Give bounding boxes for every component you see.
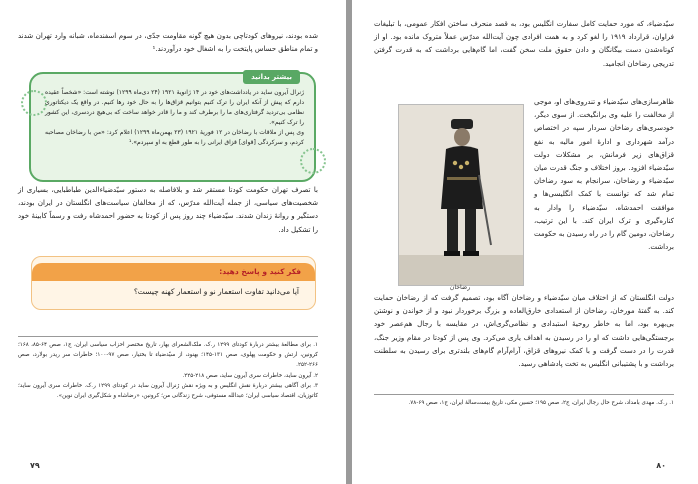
footnote: ۱. برای مطالعهٔ بیشتر دربارهٔ کودتای ۱۲۹۹ ر.ک. ملک‌الشعرای بهار، تاریخ مختصر احزاب سیاسی ایران، ج۱، صص ۶۴-۸۵، ۱۶۸؛ کرونین، ارتش و حکومت پهلوی، صص ۱۳۱-۱۴۵؛ بهنود، از سیّدضیاء تا بختیار، صص ۹۷-۱۰۰؛ خاطرات سر ریدر بولارد، صص ۲۶۶-۲۵۲. <box>18 342 318 369</box>
footnotes-right <box>374 398 674 408</box>
footnotes-left <box>18 340 318 401</box>
coup-paragraph: با تصرف تهران حکومت کودتا مستقر شد و بلافاصله به دستور سیّدضیاءالدین طباطبایی، بسیاری از شخصیت‌های سیاسی، از جمله آیت‌الله مدرّس، که از مخالفان سیاست‌های انگلستان در ایران بودند، دستگیر و روانهٔ زندان شدند. سیّدضیاء چند روز پس از کودتا به حضور احمدشاه رفت و رسماً کابینهٔ خود را تشکیل داد. <box>18 186 318 234</box>
side-paragraph: ظاهرسازی‌های سیّدضیاء و تندروی‌های او، موجی از مخالفت را علیه وی برانگیخت. از سوی دیگر، خودسری‌های رضاخان سردار سپه در اختصاص درآمد شهرداری و ادارهٔ امور مالیه به نفع قزاق‌های زیر فرمانش، بر مشکلات دولت سیّدضیاء افزود. بروز اختلاف و جنگ قدرت میان سیّدضیاء و رضاخان، سرانجام به سود رضاخان تمام شد که توانست با کمک انگلیسی‌ها و موافقت احمدشاه، سیّدضیاء را وادار به کناره‌گیری و ترک ایران کند. با این ترتیب، رضاخان، دومین گام را در راه رسیدن به حکومت برداشت. <box>534 98 674 252</box>
think-answer-box <box>31 256 316 310</box>
think-answer-title: فکر کنید و پاسخ دهید: <box>32 263 315 281</box>
footnote: ۲. آیرون ساید، خاطرات سری آیرون ساید، صص ۲۱۸-۲۲۵. <box>182 372 318 379</box>
bottom-paragraph: دولت انگلستان که از اختلاف میان سیّدضیاء و رضاخان آگاه بود، تصمیم گرفت که از رضاخان حمایت کند. به گفتهٔ مورخان، رضاخان از استعدادی خارق‌العاده و بزرگ برخوردار نبود و از خواندن و نوشتن بی‌بهره بود، اما به خاطر روحیهٔ استبدادی و نظامی‌گری‌اش، در مقایسه با رجال هم‌عصر خود برجستگی‌هایی داشت که او را در رسیدن به اهداف یاری می‌کرد. وی پس از کودتا در مقام وزیر جنگ، قدرت را در دست گرفت و با کمک نیروهای قزاق، آرام‌آرام گام‌های بلندتری برای رسیدن به سلطنت برداشت و با پشتیبانی انگلیس به تخت پادشاهی رسید. <box>374 294 674 369</box>
decorative-circle-icon <box>21 90 47 116</box>
footnote: ۳. برای آگاهی بیشتر دربارهٔ نقش انگلیس و به ویژه نقش ژنرال آیرون ساید در کودتای ۱۲۹۹ ر.ک. خاطرات سری آیرون ساید؛ کاتوزیان، اقتصاد سیاسی ایران؛ عبدالله مستوفی، شرح زندگانی من؛ کرونین، «رضاشاه و شکل‌گیری ایران نوین». <box>18 382 318 400</box>
top-paragraph: سیّدضیاء، که مورد حمایت کامل سفارت انگلیس بود، به قصد منحرف ساختن افکار عمومی، با تبلیغات فراوان، قرارداد ۱۹۱۹ را لغو کرد و به همت افرادی چون آیت‌الله مدرّس عملاً متروک مانده بود. او از کوتاه‌شدن دست بیگانگان و دادن حقوق ملت سخن گفت، اما گام‌هایی برداشت که به قدرت گرفتن تدریجی رضاخان انجامید. <box>374 20 674 68</box>
page-80 <box>352 0 698 484</box>
know-more-paragraph-1: ژنرال آیرون ساید در یادداشت‌های خود در ۱۴ ژانویهٔ ۱۹۲۱ (۲۴ دی‌ماه ۱۲۹۹) نوشته است: «شخصاً عقیده دارم که پیش از آنکه ایران را ترک کنیم بتوانیم قزاق‌ها را به حال خود رها کنیم. در واقع یک دیکتاتوری نظامی بی‌تردید گرفتاری‌های ما را برطرف کند و ما را قادر خواهد ساخت که بی‌هیچ دردسری، این کشور را ترک کنیم». <box>45 89 304 126</box>
footnote: ۱. ر.ک. مهدی بامداد، شرح حال رجال ایران، ج۲، صص ۱۹۵؛ حسین مکی، تاریخ بیست‌سالهٔ ایران، ج۱، صص ۶۹-۷۸. <box>408 400 674 406</box>
think-answer-question: آیا می‌دانید تفاوت استعمار نو و استعمار کهنه چیست؟ <box>133 287 299 296</box>
page-number: ۷۹ <box>30 461 40 470</box>
know-more-box <box>29 72 316 182</box>
intro-paragraph: شده بودند، نیروهای کودتاچی بدون هیچ گونه مقاومت جدّی، در سوم اسفندماه، شبانه وارد تهران شدند و تمام مناطق حساس پایتخت را به اشغال خود درآوردند.¹ <box>18 32 318 54</box>
page-number: ۸۰ <box>656 461 666 470</box>
footnote-divider <box>18 336 318 337</box>
know-more-title: بیشتر بدانید <box>243 70 300 84</box>
photo-caption: رضاخان <box>449 284 471 291</box>
know-more-paragraph-2: وی پس از ملاقات با رضاخان در ۱۲ فوریهٔ ۱۹۲۱ (۲۳ بهمن‌ماه ۱۲۹۹) اعلام کرد: «من با رضاخان مصاحبه کردم، و سرکردگی [قوای] قزاق ایرانی را به طور قطع به او سپردم».¹ <box>45 129 304 146</box>
decorative-circle-icon <box>300 148 326 174</box>
reza-khan-photo <box>398 104 524 286</box>
footnote-divider <box>374 394 674 395</box>
page-79 <box>0 0 346 484</box>
